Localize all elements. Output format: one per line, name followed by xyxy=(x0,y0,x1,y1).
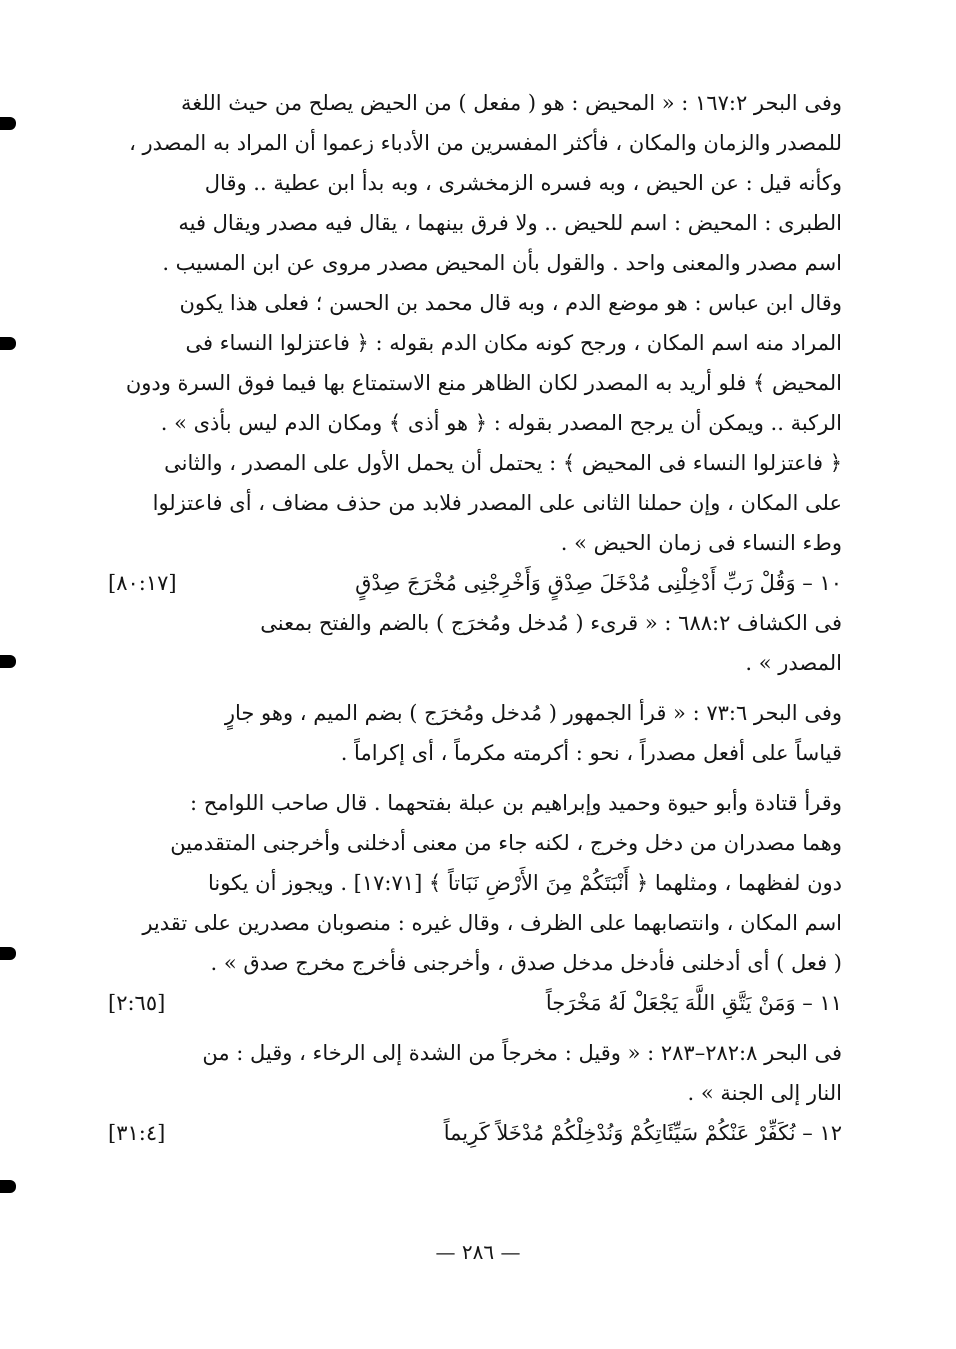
text-line: فى الكشاف ٦٨٨:٢ : « قرىء ( مُدخل ومُخرَج ) بالضم والفتح بمعنى xyxy=(260,611,842,635)
text-line: النار إلى الجنة » . xyxy=(687,1081,842,1105)
paragraph-bahr-makhraj xyxy=(108,1033,842,1113)
text-line: الطبرى : المحيض : اسم للحيض .. ولا فرق بينهما ، يقال فيه مصدر ويقال فيه xyxy=(178,211,842,235)
text-line: فى البحر ٢٨٢:٨–٢٨٣ : « وقيل : مخرجاً من الشدة إلى الرخاء ، وقيل : من xyxy=(202,1041,842,1065)
text-line: وقال ابن عباس : هو موضع الدم ، وبه قال محمد بن الحسن ؛ فعلى هذا يكون xyxy=(179,291,842,315)
paragraph-bahr-mahid xyxy=(108,83,842,563)
text-line: وكأنه قيل : عن الحيض ، وبه فسره الزمخشرى ، وبه بدأ ابن عطية .. وقال xyxy=(204,171,842,195)
verse-10 xyxy=(108,563,842,603)
verse-text: ١٢ – نُكَفِّرْ عَنْكُمْ سَيِّئَاتِكُمْ وَنُدْخِلْكُمْ مُدْخَلاً كَرِيماً xyxy=(443,1121,842,1145)
text-line: اسم المكان ، وانتصابهما على الظرف ، وقال غيره : منصوبان مصدرين على تقدير xyxy=(142,911,842,935)
text-line: على المكان ، وإن حملنا الثانى على المصدر فلابد من حذف مضاف ، أى فاعتزلوا xyxy=(152,491,842,515)
text-line: المحيض ﴾ فلو أريد به المصدر لكان الظاهر منع الاستمتاع بها فيما فوق السرة ودون xyxy=(125,371,842,395)
text-line: دون لفظهما ، ومثلهما ﴿ أَنْبَتَكُمْ مِنَ الأَرْضِ نَبَاتاً ﴾ [١٧:٧١] . ويجوز أن يكونا xyxy=(207,871,842,895)
text-line: وقرأ قتادة وأبو حيوة وحميد وإبراهيم بن عبلة بفتحهما . قال صاحب اللوامح : xyxy=(189,791,842,815)
verse-reference: [٨٠:١٧] xyxy=(108,571,177,595)
text-line: اسم مصدر والمعنى واحد . والقول بأن المحيض مصدر مروى عن ابن المسيب . xyxy=(162,251,842,275)
page-number: — ٢٨٦ — xyxy=(435,1240,521,1264)
text-column xyxy=(108,83,842,1153)
margin-mark xyxy=(0,337,16,350)
text-line: قياساً على أفعل مصدراً ، نحو : أكرمته مكرماً ، أى إكراماً . xyxy=(340,741,842,765)
margin-mark xyxy=(0,655,16,668)
text-line: المصدر » . xyxy=(745,651,842,675)
paragraph-qataada xyxy=(108,783,842,983)
text-line: وفى البحر ١٦٧:٢ : « المحيض : هو ( مفعل ) من الحيض يصلح من حيث اللغة xyxy=(180,91,842,115)
margin-mark xyxy=(0,947,16,960)
text-line: وهما مصدران من دخل وخرج ، لكنه جاء من معنى أدخلنى وأخرجنى المتقدمين xyxy=(170,831,842,855)
verse-text: ١١ – وَمَنْ يَتَّقِ اللَّهَ يَجْعَلْ لَهُ مَخْرَجاً xyxy=(545,991,842,1015)
verse-reference: [٢:٦٥] xyxy=(108,991,166,1015)
verse-12 xyxy=(108,1113,842,1153)
paragraph-bahr-jumhur xyxy=(108,693,842,773)
verse-reference: [٣١:٤] xyxy=(108,1121,166,1145)
text-line: المراد منه اسم المكان ، ورجح كونه مكان الدم بقوله : ﴿ فاعتزلوا النساء فى xyxy=(185,331,842,355)
text-line: للمصدر والزمان والمكان ، فأكثر المفسرين من الأدباء زعموا أن المراد به المصدر ، xyxy=(129,131,842,155)
text-line: وطء النساء فى زمان الحيض » . xyxy=(560,531,842,555)
text-line: ( فعل ) أى أدخلنى فأدخل مدخل صدق ، وأخرجنى فأخرج مخرج صدق » . xyxy=(210,951,842,975)
paragraph-kashshaf xyxy=(108,603,842,683)
text-line: وفى البحر ٧٣:٦ : « قرأ الجمهور ( مُدخل ومُخرَج ) بضم الميم ، وهو جارٍ xyxy=(224,701,842,725)
verse-11 xyxy=(108,983,842,1023)
margin-mark xyxy=(0,1180,16,1193)
verse-text: ١٠ – وَقُلْ رَبِّ أَدْخِلْنِى مُدْخَلَ صِدْقٍ وَأَخْرِجْنِى مُخْرَجَ صِدْقٍ xyxy=(355,571,842,595)
margin-mark xyxy=(0,117,16,130)
text-line: الركبة .. ويمكن أن يرجح المصدر بقوله : ﴿ هو أذى ﴾ ومكان الدم ليس بأذى » . xyxy=(160,411,842,435)
text-line: ﴿ فاعتزلوا النساء فى المحيض ﴾ : يحتمل أن يحمل الأول على المصدر ، والثانى xyxy=(164,451,842,475)
